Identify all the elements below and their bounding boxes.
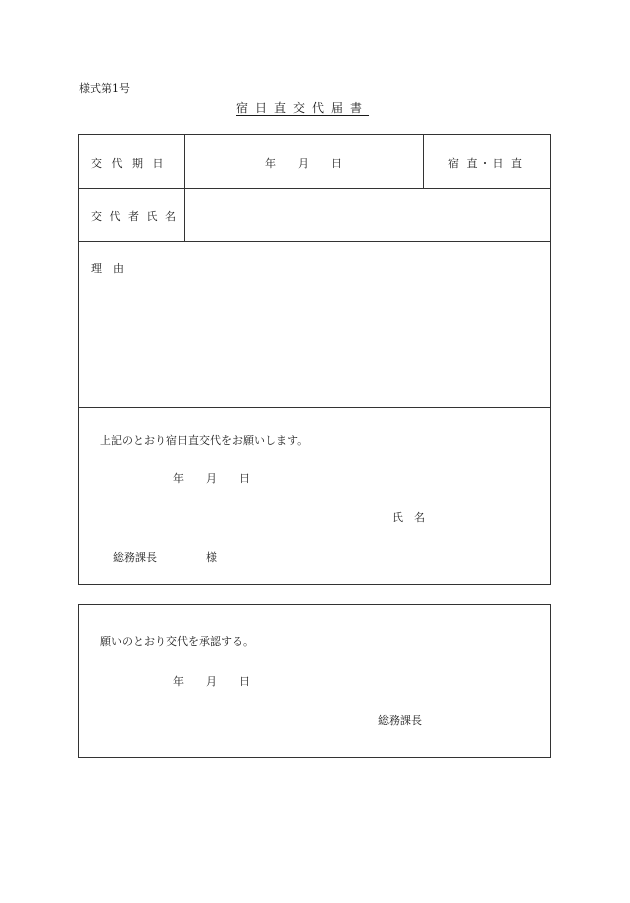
column-divider (184, 135, 185, 242)
row-divider (79, 188, 550, 189)
exchanger-name-label: 交 代 者 氏 名 (91, 210, 178, 223)
request-statement: 上記のとおり宿日直交代をお願いします。 (100, 434, 309, 447)
request-date-field[interactable]: 年 月 日 (173, 472, 250, 485)
honorific-label: 様 (206, 551, 217, 564)
form-title: 宿日直交代届書 (236, 101, 370, 115)
approval-box (78, 604, 551, 758)
reason-label: 理 由 (91, 262, 124, 275)
form-number: 様式第1号 (79, 82, 130, 95)
applicant-name-label: 氏 名 (392, 511, 425, 524)
approver-label: 総務課長 (378, 714, 422, 727)
approval-date-field[interactable]: 年 月 日 (173, 675, 250, 688)
addressee-label: 総務課長 (113, 551, 157, 564)
exchange-date-field[interactable]: 年 月 日 (265, 157, 342, 170)
exchange-date-label: 交 代 期 日 (91, 157, 167, 170)
row-divider (79, 241, 550, 242)
approval-statement: 願いのとおり交代を承認する。 (100, 635, 254, 648)
duty-type-field[interactable]: 宿 直・日 直 (448, 157, 524, 170)
row-divider (79, 407, 550, 408)
column-divider (423, 135, 424, 189)
reason-field[interactable] (91, 280, 541, 400)
application-table (78, 134, 551, 585)
exchanger-name-field[interactable] (191, 197, 543, 233)
